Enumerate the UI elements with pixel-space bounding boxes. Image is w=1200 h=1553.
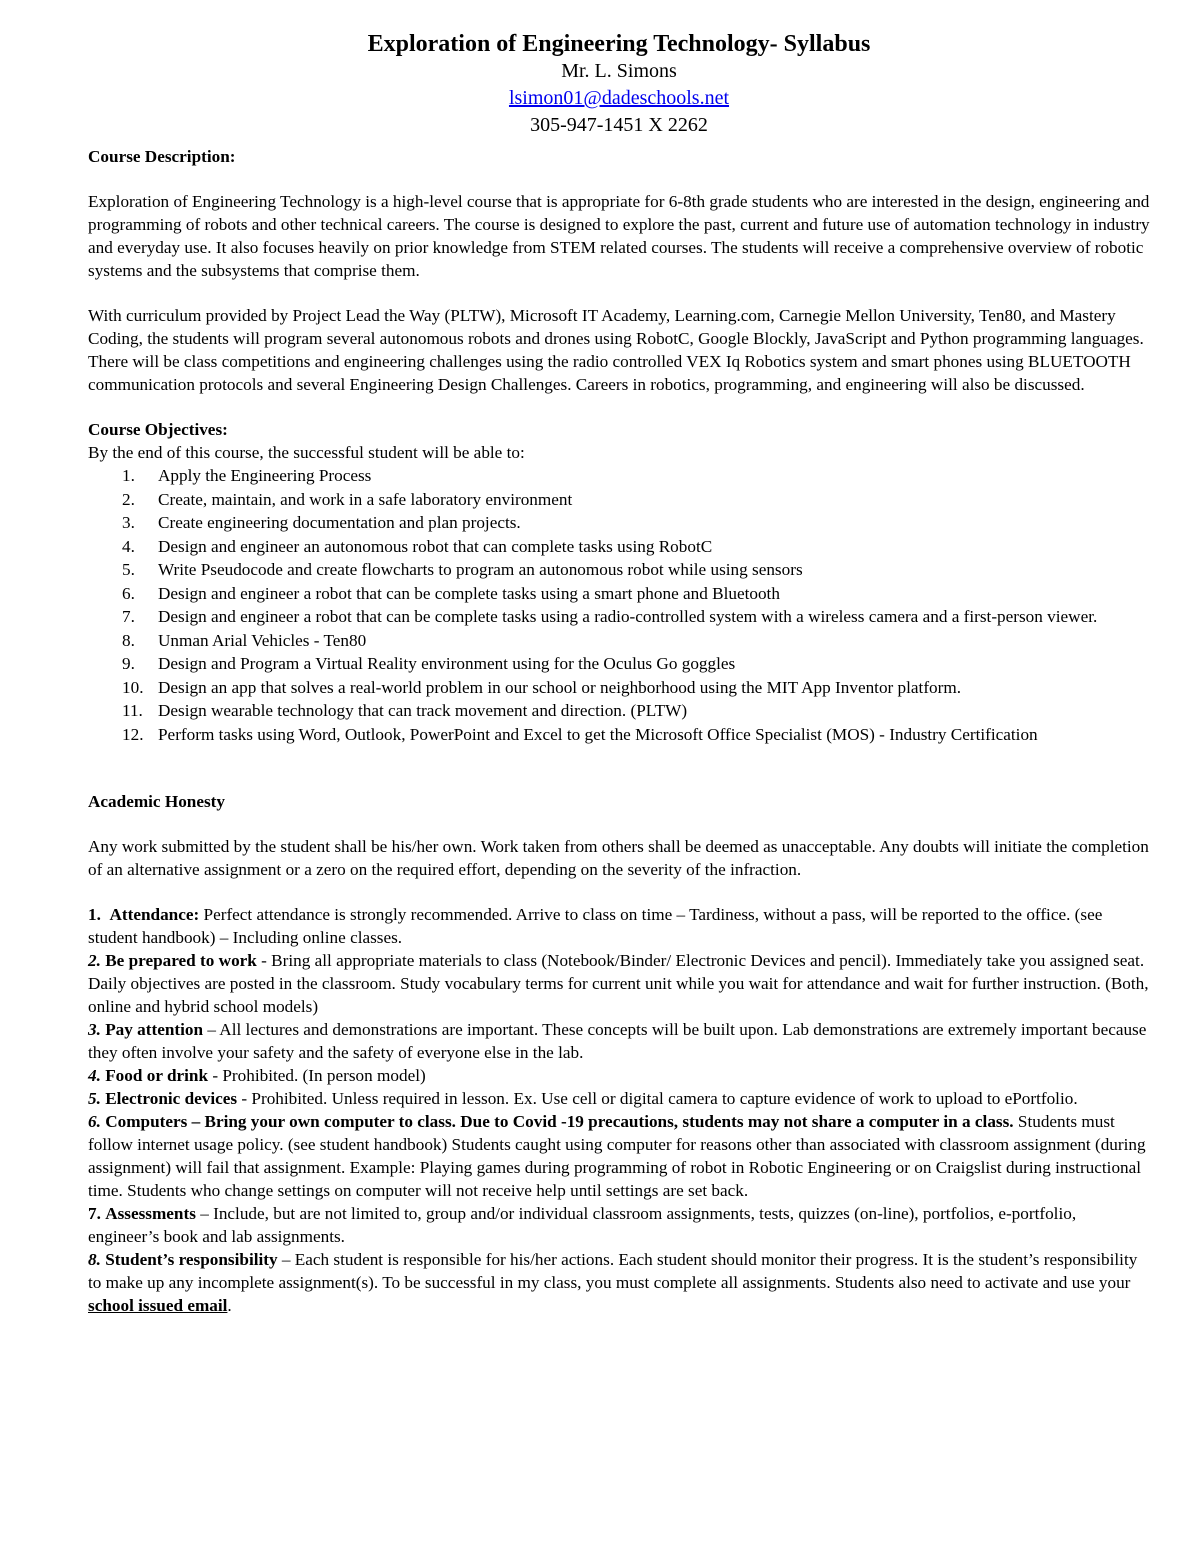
rule-student-responsibility: 8. Student’s responsibility – Each student is responsible for his/her actions. Each student should monitor their progress. It is the student’s responsibility to make up any incomplete assignment(s). To be successful in my class, you must complete all assignments. Students also need to activate and use your school issued email. [88, 1250, 1138, 1315]
rule-electronic-devices: 5. Electronic devices - Prohibited. Unless required in lesson. Ex. Use cell or digital camera to capture evidence of work to upload to ePortfolio. [88, 1089, 1078, 1108]
teacher-name: Mr. L. Simons [561, 60, 677, 82]
rule-food-drink: 4. Food or drink - Prohibited. (In person model) [88, 1066, 426, 1085]
academic-honesty-paragraph: Any work submitted by the student shall be his/her own. Work taken from others shall be deemed as unacceptable. Any doubts will initiate the completion of an alternative assignment or a zero on the required effort, depending on the severity of the infraction. [88, 837, 1149, 879]
objective-item: 12. Perform tasks using Word, Outlook, PowerPoint and Excel to get the Microsoft Office Specialist (MOS) - Industry Certification [122, 724, 1038, 744]
rule-pay-attention: 3. Pay attention – All lectures and demonstrations are important. These concepts will be built upon. Lab demonstrations are extremely important because they often involve your safety and the safety of everyone else in the lab. [88, 1020, 1147, 1062]
document-title: Exploration of Engineering Technology- Syllabus [367, 31, 871, 57]
email-link[interactable]: lsimon01@dadeschools.net [508, 87, 730, 109]
course-description-paragraph-2: With curriculum provided by Project Lead the Way (PLTW), Microsoft IT Academy, Learning.com, Carnegie Mellon University, Ten80, and Mastery Coding, the students will program several autonomous robots and drones using RobotC, Google Blockly, JavaScript and Python programming languages. There will be class competitions and engineering challenges using the radio controlled VEX Iq Robotics system and smart phones using BLUETOOTH communication protocols and several Engineering Design Challenges. Careers in robotics, programming, and engineering will also be discussed. [88, 306, 1144, 394]
objective-item: 2. Create, maintain, and work in a safe laboratory environment [122, 489, 573, 509]
objective-item: 6. Design and engineer a robot that can be complete tasks using a smart phone and Bluetooth [122, 583, 780, 603]
rule-be-prepared: 2. Be prepared to work - Bring all appropriate materials to class (Notebook/Binder/ Electronic Devices and pencil). Immediately take you assigned seat. Daily objectives are posted in the classroom. Study vocabulary terms for current unit while you wait for attendance and wait for further instruction. (Both, online and hybrid school models) [88, 951, 1149, 1016]
course-objectives-intro: By the end of this course, the successful student will be able to: [88, 443, 525, 462]
objective-item: 1. Apply the Engineering Process [122, 466, 372, 485]
objective-item: 8. Unman Arial Vehicles - Ten80 [122, 630, 367, 650]
objective-item: 9. Design and Program a Virtual Reality environment using for the Oculus Go goggles [122, 654, 736, 673]
objective-item: 10. Design an app that solves a real-world problem in our school or neighborhood using the MIT App Inventor platform. [122, 677, 962, 697]
document-header [88, 30, 1150, 139]
syllabus-page [88, 30, 1150, 1317]
academic-honesty-heading: Academic Honesty [88, 792, 225, 811]
rule-computers: 6. Computers – Bring your own computer to class. Due to Covid -19 precautions, students may not share a computer in a class. Students must follow internet usage policy. (see student handbook) Students caught using computer for reasons other than associated with classroom assignment (during assignment) will fail that assignment. Example: Playing games during programming of robot in Robotic Engineering or on Craigslist during instructional time. Students who change settings on computer will not receive help until settings are set back. [88, 1112, 1146, 1200]
objective-item: 3. Create engineering documentation and plan projects. [122, 513, 521, 532]
rule-attendance: 1. Attendance: Perfect attendance is strongly recommended. Arrive to class on time – Tardiness, without a pass, will be reported to the office. (see student handbook) – Including online classes. [88, 905, 1103, 947]
objectives-list [88, 464, 1150, 746]
course-objectives-heading: Course Objectives: [88, 420, 228, 439]
phone-number: 305-947-1451 X 2262 [530, 114, 708, 136]
course-description-paragraph-1: Exploration of Engineering Technology is a high-level course that is appropriate for 6-8th grade students who are interested in the design, engineering and programming of robots and other technical careers. The course is designed to explore the past, current and future use of automation technology in industry and everyday use. It also focuses heavily on prior knowledge from STEM related courses. The students will receive a comprehensive overview of robotic systems and the subsystems that comprise them. [88, 192, 1150, 280]
school-email-link[interactable]: school issued email [88, 1296, 228, 1315]
class-rules [88, 903, 1150, 1317]
objective-item: 4. Design and engineer an autonomous robot that can complete tasks using RobotC [122, 536, 713, 556]
rule-assessments: 7. Assessments – Include, but are not limited to, group and/or individual classroom assignments, tests, quizzes (on-line), portfolios, e-portfolio, engineer’s book and lab assignments. [88, 1204, 1077, 1246]
objective-item: 7. Design and engineer a robot that can be complete tasks using a radio-controlled system with a wireless camera and a first-person viewer. [122, 607, 1098, 626]
objective-item: 5. Write Pseudocode and create flowcharts to program an autonomous robot while using sensors [122, 560, 803, 579]
course-description-heading: Course Description: [88, 147, 236, 166]
objective-item: 11. Design wearable technology that can track movement and direction. (PLTW) [122, 701, 688, 720]
